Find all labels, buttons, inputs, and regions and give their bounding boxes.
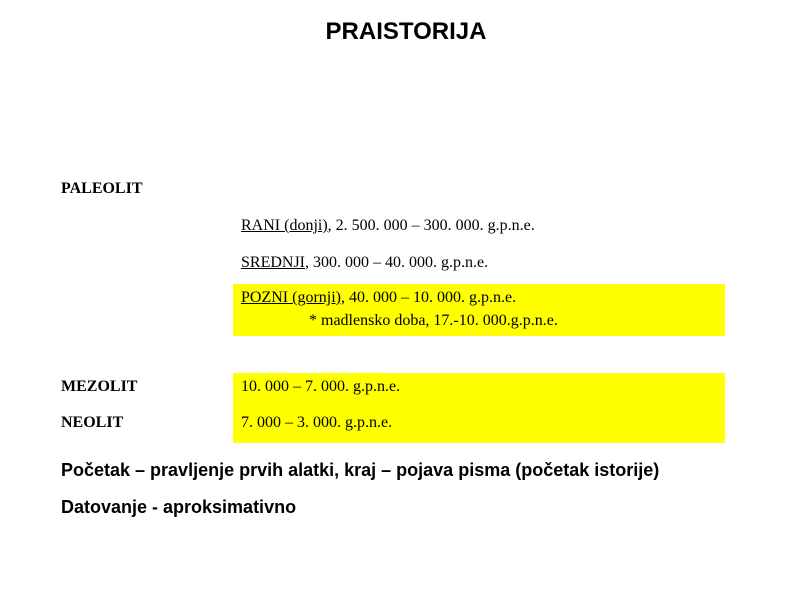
page-title: PRAISTORIJA	[325, 18, 487, 45]
pozni-row	[233, 284, 725, 336]
srednji-name: SREDNJI	[241, 254, 306, 271]
paleolit-label: PALEOLIT	[61, 180, 143, 197]
rani-row	[233, 216, 725, 238]
mezolit-label: MEZOLIT	[61, 378, 138, 395]
pozni-range: , 40. 000 – 10. 000. g.p.n.e.	[340, 289, 517, 306]
neolit-label: NEOLIT	[61, 414, 124, 431]
footer-line-2: Datovanje - aproksimativno	[61, 497, 297, 517]
madlensko-note: * madlensko doba, 17.-10. 000.g.p.n.e.	[309, 312, 558, 329]
srednji-range: , 300. 000 – 40. 000. g.p.n.e.	[305, 254, 489, 271]
neolit-range: 7. 000 – 3. 000. g.p.n.e.	[233, 408, 725, 443]
mezolit-range: 10. 000 – 7. 000. g.p.n.e.	[233, 373, 725, 408]
srednji-row	[233, 253, 725, 275]
rani-range: , 2. 500. 000 – 300. 000. g.p.n.e.	[327, 217, 535, 234]
rani-name: RANI (donji)	[241, 217, 328, 234]
footer-line-1: Početak – pravljenje prvih alatki, kraj – pojava pisma (početak istorije)	[61, 460, 660, 480]
pozni-name: POZNI (gornji)	[241, 289, 341, 306]
